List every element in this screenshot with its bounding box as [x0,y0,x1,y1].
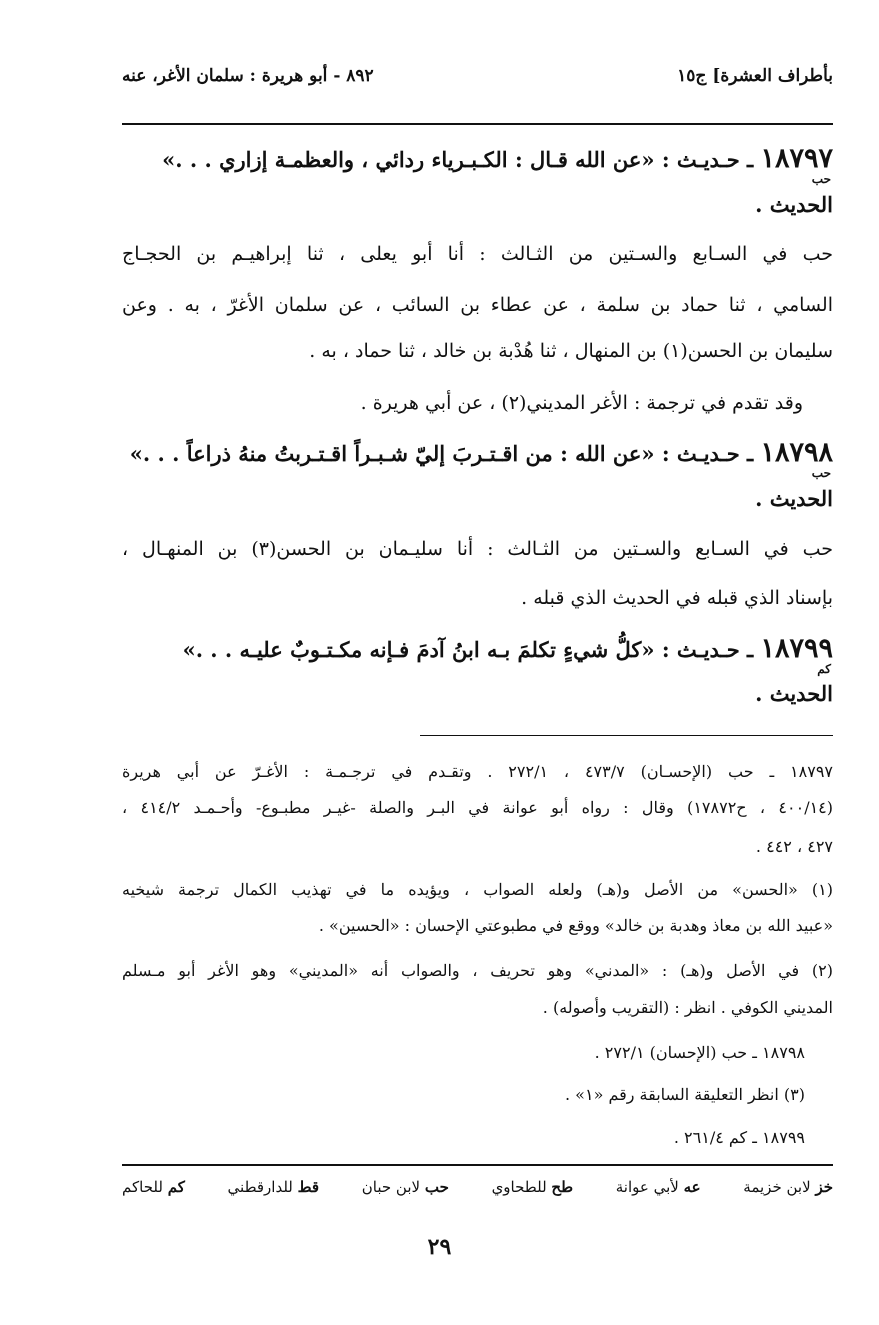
running-header-right: بأطراف العشرة] ج١٥ [677,66,833,86]
body-line: السامي ، ثنا حماد بن سلمة ، عن عطاء بن السائب ، عن سلمان الأغرّ ، به . وعن [122,294,833,316]
legend-item: حب لابن حبان [361,1178,449,1196]
footnote-line: (٢) في الأصل و(هـ) : «المدني» وهو تحريف ، والصواب أنه «المديني» وهو الأغر أبو مـسلم [122,961,833,980]
footnote-line: (٣) انظر التعليقة السابقة رقم «١» . [565,1085,805,1104]
hadith-tail: الحديث . [755,192,833,217]
abbreviation-legend [122,1178,833,1196]
legend-item: طح للطحاوي [491,1178,574,1196]
footnote-line: ١٨٧٩٧ ـ حب (الإحسـان) ٤٧٣/٧ ، ٢٧٢/١ . وتقـدم في ترجـمـة : الأغـرّ عن أبي هريرة [122,762,833,781]
hadith-number: ١٨٧٩٨ [760,437,833,468]
header-rule [122,123,833,125]
footnote-line: ٤٢٧ ، ٤٤٢ . [755,837,833,856]
hadith-tail: الحديث . [755,681,833,706]
hadith-title: ـ حـديـث : «عن الله قـال : الكـبـرياء ردائي ، والعظمـة إزاري . . .» [162,147,754,172]
source-code: كم [817,662,831,676]
hadith-tail: الحديث . [755,486,833,511]
hadith-heading [122,434,833,473]
source-code: حب [811,466,831,480]
page-number: ٢٩ [427,1234,452,1260]
body-line: حب في السـابع والسـتين من الثـالث : أنا سليـمان بن الحسن(٣) بن المنهـال ، [122,538,833,560]
legend-item: خز لابن خزيمة [743,1178,833,1196]
footnote-line: ١٨٧٩٨ ـ حب (الإحسان) ٢٧٢/١ . [594,1043,805,1062]
legend-item: عه لأبي عوانة [615,1178,701,1196]
source-code: حب [811,172,831,186]
legend-rule [122,1164,833,1166]
body-line: سليمان بن الحسن(١) بن المنهال ، ثنا هُدْبة بن خالد ، ثنا حماد ، به . [309,340,833,362]
running-header-left: ٨٩٢ - أبو هريرة : سلمان الأغر، عنه [122,66,374,86]
footnote-line: (٤٠٠/١٤ ، ح١٧٨٧٢) وقال : رواه أبو عوانة في البـر والصلة -غيـر مطبـوع- وأحـمـد ٤١٤/٢ ، [122,798,834,817]
body-line: وقد تقدم في ترجمة : الأغر المديني(٢) ، عن أبي هريرة . [360,392,803,414]
footnote-rule [420,735,833,736]
hadith-number: ١٨٧٩٧ [760,143,833,174]
footnote-line: المديني الكوفي . انظر : (التقريب وأصوله) . [542,998,833,1017]
body-line: حب في السـابع والسـتين من الثـالث : أنا أبو يعلى ، ثنا إبراهيـم بن الحجـاج [122,243,833,265]
footnote-line: «عبيد الله بن معاذ وهدبة بن خالد» ووقع في مطبوعتي الإحسان : «الحسين» . [318,916,833,935]
body-line: بإسناد الذي قبله في الحديث الذي قبله . [521,587,833,609]
hadith-number: ١٨٧٩٩ [760,633,833,664]
footnote-line: (١) «الحسن» من الأصل و(هـ) ولعله الصواب ، ويؤيده ما في تهذيب الكمال ترجمة شيخيه [122,880,833,899]
hadith-title: ـ حـديـث : «كلُّ شيءٍ تكلمَ بـه ابنُ آدمَ فـإنه مكـتـوبٌ عليـه . . .» [182,637,754,662]
legend-item: قط للدارقطني [227,1178,320,1196]
hadith-heading [122,630,833,669]
footnote-line: ١٨٧٩٩ ـ كم ٢٦١/٤ . [673,1128,805,1147]
hadith-title: ـ حـديـث : «عن الله : من اقـتـربَ إليّ شـبـراً اقـتـربتُ منهُ ذراعاً . . .» [129,441,754,466]
hadith-heading [122,140,833,179]
legend-item: كم للحاكم [122,1178,185,1196]
